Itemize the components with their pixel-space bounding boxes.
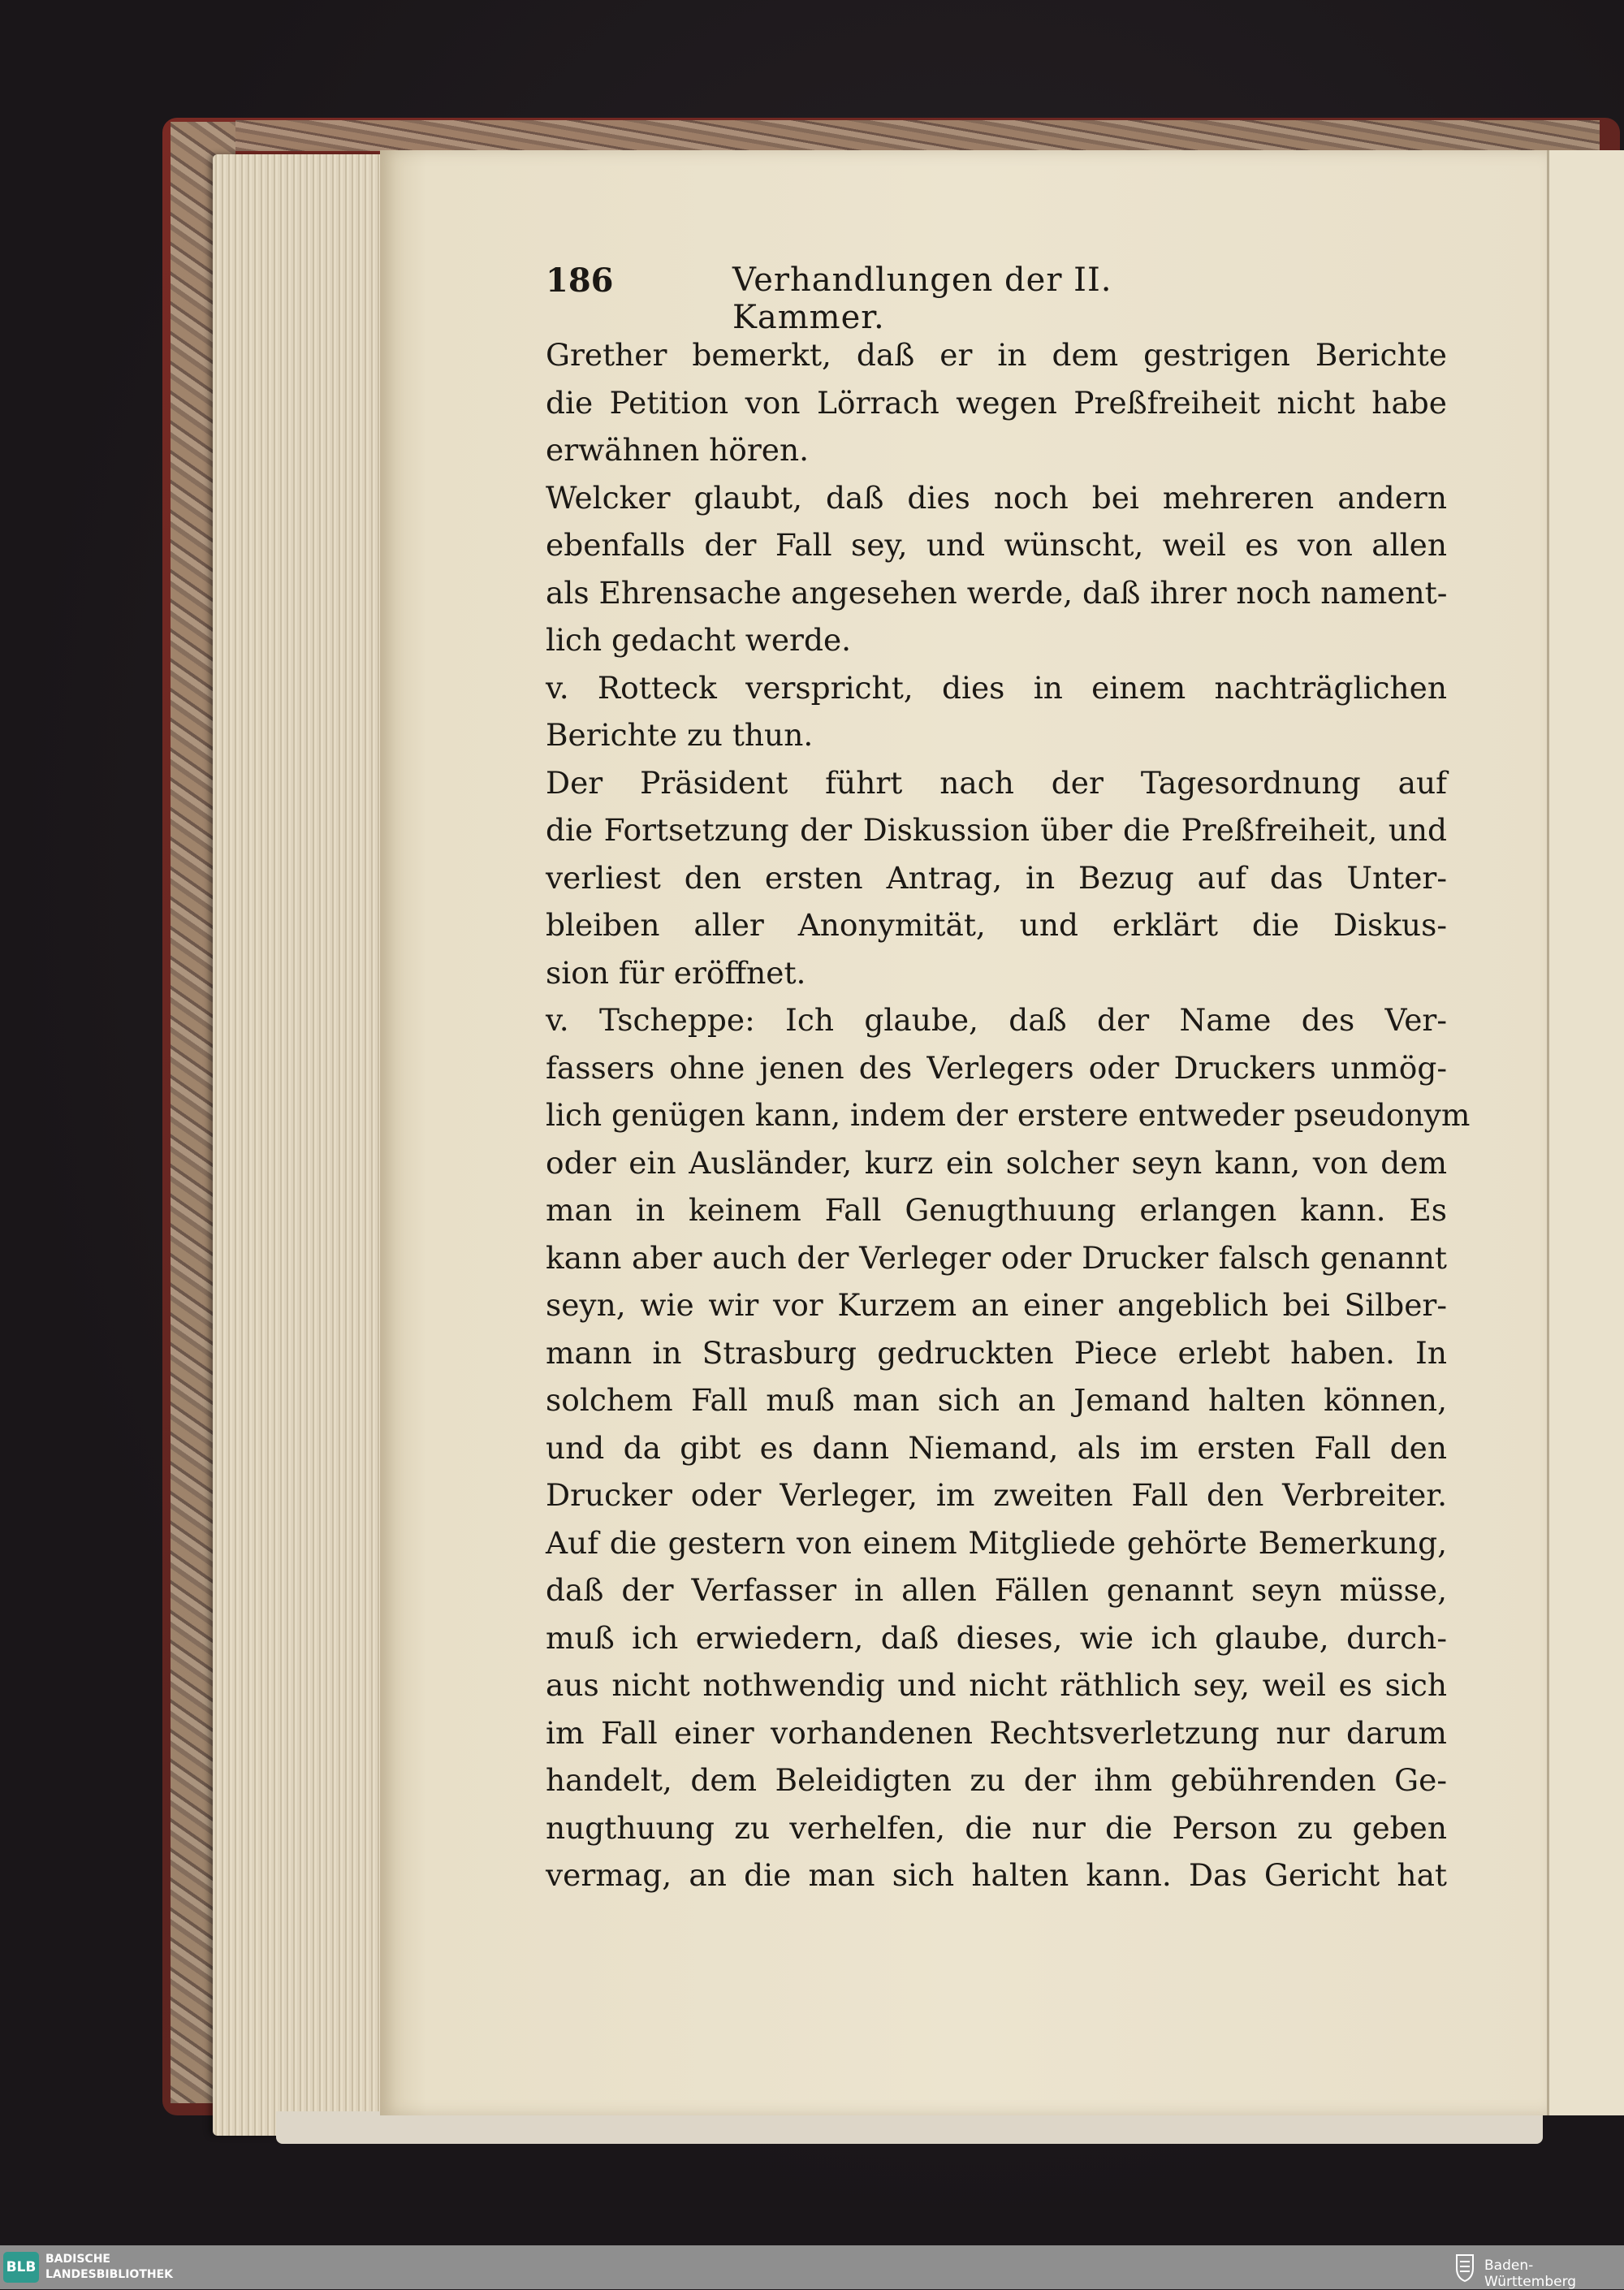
text-line: sion für eröffnet.: [546, 954, 806, 991]
text-line: erwähnen hören.: [546, 432, 810, 468]
footer-bar: [0, 2245, 1624, 2289]
text-line: lich gedacht werde.: [546, 622, 852, 658]
text-line: aus nicht nothwendig und nicht räthlich sey, weil es sich: [546, 1667, 1447, 1703]
blb-logo[interactable]: BLB: [3, 2252, 39, 2283]
library-name-line2: LANDESBIBLIOTHEK: [45, 2268, 174, 2281]
text-line: mann in Strasburg gedruckten Piece erlebt haben. In: [546, 1334, 1447, 1371]
text-line: Auf die gestern von einem Mitgliede gehörte Bemerkung,: [546, 1524, 1447, 1561]
text-line: die Fortsetzung der Diskussion über die Preßfreiheit, und: [546, 812, 1447, 848]
body-text: [546, 331, 1471, 1899]
state-coat-of-arms-icon[interactable]: [1453, 2252, 1476, 2283]
text-line: Welcker glaubt, daß dies noch bei mehreren andern: [546, 479, 1447, 516]
text-line: die Petition von Lörrach wegen Preßfreiheit nicht habe: [546, 384, 1447, 421]
text-line: kann aber auch der Verleger oder Drucker falsch genannt: [546, 1239, 1447, 1276]
text-line: als Ehrensache angesehen werde, daß ihrer noch nament-: [546, 574, 1448, 611]
page-stack: [213, 154, 383, 2136]
text-line: Drucker oder Verleger, im zweiten Fall den Verbreiter.: [546, 1477, 1447, 1513]
text-line: daß der Verfasser in allen Fällen genannt seyn müsse,: [546, 1572, 1447, 1608]
state-name: Baden-Württemberg: [1484, 2258, 1577, 2290]
text-line: nugthuung zu verhelfen, die nur die Person zu geben: [546, 1809, 1447, 1846]
page-header: [546, 261, 1260, 336]
text-line: Berichte zu thun.: [546, 717, 814, 753]
text-line: vermag, an die man sich halten kann. Das Gericht hat: [546, 1857, 1447, 1893]
text-line: Der Präsident führt nach der Tagesordnung auf: [546, 764, 1447, 801]
text-line: seyn, wie wir vor Kurzem an einer angeblich bei Silber-: [546, 1287, 1447, 1323]
text-line: muß ich erwiedern, daß dieses, wie ich glaube, durch-: [546, 1619, 1447, 1656]
text-line: solchem Fall muß man sich an Jemand halten können,: [546, 1382, 1447, 1418]
text-line: oder ein Ausländer, kurz ein solcher seyn kann, von dem: [546, 1144, 1447, 1181]
text-line: im Fall einer vorhandenen Rechtsverletzung nur darum: [546, 1714, 1447, 1751]
text-line: fassers ohne jenen des Verlegers oder Druckers unmög-: [546, 1049, 1447, 1086]
page-number: 186: [546, 261, 614, 300]
text-line: lich genügen kann, indem der erstere entweder pseudonym: [546, 1097, 1471, 1133]
text-line: verliest den ersten Antrag, in Bezug auf das Unter-: [546, 859, 1447, 896]
marbled-edge-top: [235, 120, 1600, 151]
text-line: ebenfalls der Fall sey, und wünscht, weil es von allen: [546, 527, 1447, 563]
text-line: Grether bemerkt, daß er in dem gestrigen Berichte: [546, 337, 1447, 373]
library-name: [45, 2252, 173, 2283]
facing-page-edge: [1547, 150, 1624, 2115]
text-line: man in keinem Fall Genugthuung erlangen kann. Es: [546, 1192, 1447, 1228]
library-name-line1: BADISCHE: [45, 2253, 110, 2266]
page-stack-bottom: [276, 2111, 1543, 2144]
text-line: bleiben aller Anonymität, und erklärt die Diskus-: [546, 907, 1447, 943]
text-line: v. Tscheppe: Ich glaube, daß der Name des Ver-: [546, 1002, 1447, 1038]
running-head: Verhandlungen der II. Kammer.: [732, 261, 1112, 336]
text-line: und da gibt es dann Niemand, als im ersten Fall den: [546, 1429, 1447, 1466]
text-line: v. Rotteck verspricht, dies in einem nachträglichen: [546, 669, 1447, 706]
text-line: handelt, dem Beleidigten zu der ihm gebührenden Ge-: [546, 1762, 1447, 1798]
